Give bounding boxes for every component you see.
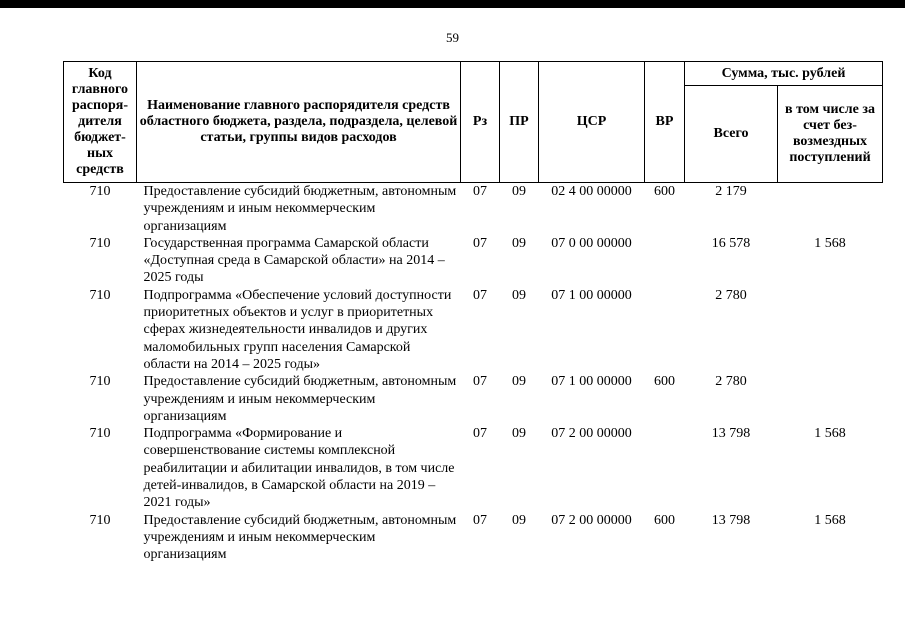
- budget-table: [63, 61, 883, 564]
- cell-code: 710: [89, 235, 111, 251]
- cell-total: 16 578: [711, 235, 751, 251]
- cell-rz: 07: [473, 512, 487, 528]
- header-csr: ЦСР: [539, 62, 645, 183]
- table-row: [64, 287, 883, 373]
- cell-name: Подпрограмма «Обеспечение условий доступности приоритетных объектов и услуг в приоритетных сферах жизнедеятельности инвалидов и других маломобильных групп населения Самарской области на 2014 – 2025 годы»: [143, 287, 452, 372]
- cell-code: 710: [89, 374, 111, 390]
- cell-incl: 1 568: [814, 512, 846, 528]
- table-row: [64, 373, 883, 425]
- cell-total: 2 179: [715, 184, 747, 199]
- cell-vr: 600: [654, 184, 675, 199]
- page-number: 59: [446, 30, 459, 45]
- cell-pr: 09: [512, 374, 526, 390]
- cell-vr: 600: [654, 512, 675, 528]
- cell-total: 2 780: [715, 374, 747, 390]
- table-row: [64, 512, 883, 564]
- cell-code: 710: [89, 287, 111, 303]
- table-row: [64, 183, 883, 235]
- cell-csr: 07 2 00 00000: [551, 426, 632, 442]
- cell-name: Предоставление субсидий бюджетным, автономным учреждениям и иным некоммерческим организациям: [143, 512, 457, 563]
- cell-name: Государственная программа Самарской области «Доступная среда в Самарской области» на 2014 – 2025 годы: [143, 235, 445, 286]
- cell-total: 13 798: [711, 426, 751, 442]
- cell-pr: 09: [512, 184, 526, 199]
- cell-rz: 07: [473, 235, 487, 251]
- cell-vr: 600: [654, 374, 675, 390]
- cell-csr: 07 0 00 00000: [551, 235, 632, 251]
- cell-incl: 1 568: [814, 426, 846, 442]
- header-name: Наименование главного распорядителя средств областного бюджета, раздела, подраздела, целевой статьи, группы видов расходов: [137, 62, 461, 183]
- cell-total: 2 780: [715, 287, 747, 303]
- scan-top-border: [0, 0, 905, 8]
- cell-rz: 07: [473, 287, 487, 303]
- header-rz: Рз: [461, 62, 500, 183]
- cell-csr: 02 4 00 00000: [551, 184, 632, 199]
- cell-pr: 09: [512, 426, 526, 442]
- cell-rz: 07: [473, 184, 487, 199]
- cell-rz: 07: [473, 374, 487, 390]
- cell-pr: 09: [512, 512, 526, 528]
- cell-code: 710: [89, 512, 111, 528]
- header-pr: ПР: [500, 62, 539, 183]
- cell-vr: [645, 235, 685, 287]
- cell-total: 13 798: [711, 512, 751, 528]
- cell-pr: 09: [512, 235, 526, 251]
- cell-csr: 07 2 00 00000: [551, 512, 632, 528]
- cell-rz: 07: [473, 426, 487, 442]
- cell-incl: [778, 373, 883, 425]
- cell-vr: [645, 425, 685, 511]
- header-total: Всего: [685, 86, 778, 183]
- cell-incl: 1 568: [814, 235, 846, 251]
- cell-name: Предоставление субсидий бюджетным, автономным учреждениям и иным некоммерческим организациям: [143, 184, 457, 234]
- cell-code: 710: [89, 426, 111, 442]
- header-sum: Сумма, тыс. рублей: [685, 62, 883, 86]
- cell-name: Подпрограмма «Формирование и совершенствование системы комплексной реабилитации и абилитации инвалидов, в том числе детей-инвалидов, в Самарской области на 2019 – 2021 годы»: [143, 426, 455, 511]
- header-vr: ВР: [645, 62, 685, 183]
- cell-code: 710: [89, 184, 111, 199]
- table-row: [64, 425, 883, 511]
- cell-csr: 07 1 00 00000: [551, 287, 632, 303]
- header-incl: в том числе за счет без-возмездных поступлений: [778, 86, 883, 183]
- cell-pr: 09: [512, 287, 526, 303]
- cell-name: Предоставление субсидий бюджетным, автономным учреждениям и иным некоммерческим организациям: [143, 374, 457, 424]
- cell-csr: 07 1 00 00000: [551, 374, 632, 390]
- header-code: Код главного распоря-дителя бюджет-ных средств: [64, 62, 137, 183]
- cell-incl: [778, 287, 883, 373]
- cell-incl: [778, 183, 883, 235]
- table-row: [64, 235, 883, 287]
- cell-vr: [645, 287, 685, 373]
